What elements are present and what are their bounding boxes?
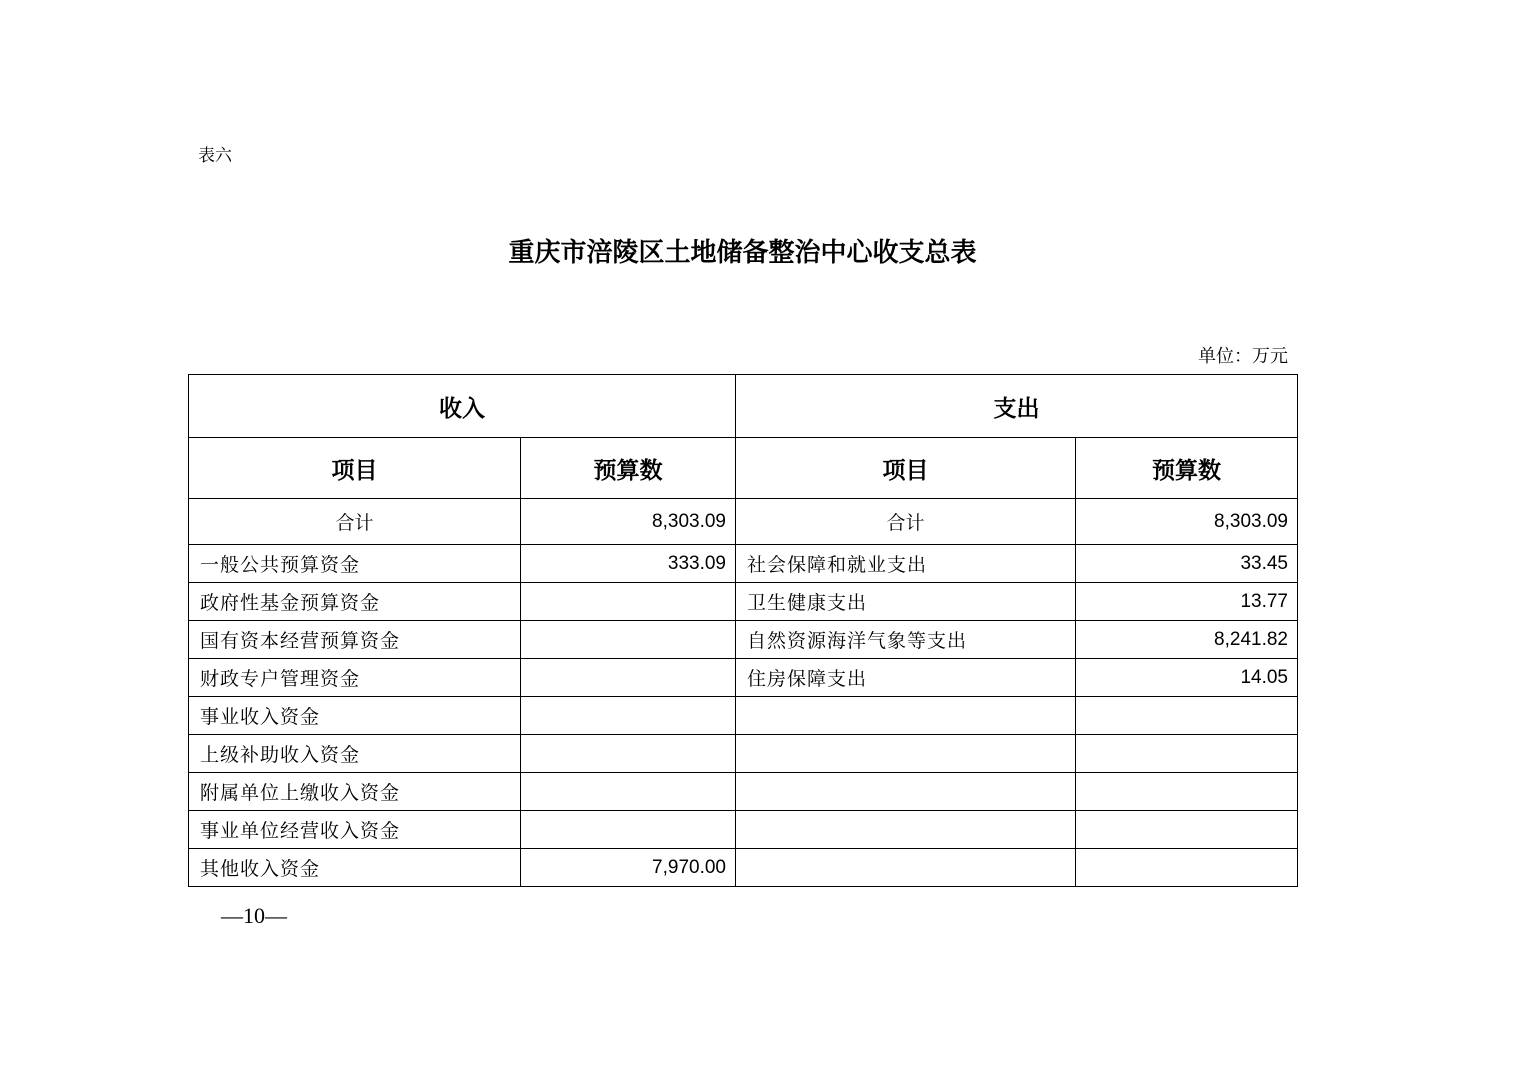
table-row [189,659,1298,697]
budget-table-body [189,375,1298,887]
total-row [189,499,1298,545]
expense-item: 社会保障和就业支出 [736,545,1076,583]
income-amount [521,621,736,659]
expense-item: 卫生健康支出 [736,583,1076,621]
expense-amount: 14.05 [1076,659,1298,697]
expense-item [736,811,1076,849]
expense-item [736,697,1076,735]
expense-amount [1076,849,1298,887]
income-item-header: 项目 [189,438,521,499]
income-total-amount: 8,303.09 [521,499,736,545]
document-title: 重庆市涪陵区土地储备整治中心收支总表 [508,238,977,268]
unit-label: 单位：万元 [1198,346,1288,367]
table-row [189,849,1298,887]
income-amount [521,659,736,697]
table-row [189,621,1298,659]
table-row [189,773,1298,811]
income-item: 事业收入资金 [189,697,521,735]
expense-item [736,849,1076,887]
income-amount [521,773,736,811]
expense-amount: 8,241.82 [1076,621,1298,659]
expense-amount-header: 预算数 [1076,438,1298,499]
expense-total-label: 合计 [736,499,1076,545]
expense-amount [1076,773,1298,811]
expense-item: 住房保障支出 [736,659,1076,697]
expense-item [736,735,1076,773]
income-item: 国有资本经营预算资金 [189,621,521,659]
income-item: 事业单位经营收入资金 [189,811,521,849]
income-item: 其他收入资金 [189,849,521,887]
expense-section-header: 支出 [736,375,1298,438]
income-item: 政府性基金预算资金 [189,583,521,621]
income-amount [521,735,736,773]
table-number: 表六 [198,146,232,166]
expense-amount [1076,811,1298,849]
income-amount: 7,970.00 [521,849,736,887]
table-row [189,735,1298,773]
table-row [189,811,1298,849]
income-item: 附属单位上缴收入资金 [189,773,521,811]
income-item: 一般公共预算资金 [189,545,521,583]
income-amount-header: 预算数 [521,438,736,499]
table-row [189,697,1298,735]
income-amount: 333.09 [521,545,736,583]
expense-item: 自然资源海洋气象等支出 [736,621,1076,659]
expense-amount: 13.77 [1076,583,1298,621]
expense-amount [1076,697,1298,735]
table-row [189,545,1298,583]
expense-amount [1076,735,1298,773]
income-amount [521,697,736,735]
income-item: 上级补助收入资金 [189,735,521,773]
income-amount [521,811,736,849]
expense-amount: 33.45 [1076,545,1298,583]
income-item: 财政专户管理资金 [189,659,521,697]
income-amount [521,583,736,621]
income-total-label: 合计 [189,499,521,545]
budget-table [188,374,1298,887]
section-header-row [189,375,1298,438]
table-row [189,583,1298,621]
expense-total-amount: 8,303.09 [1076,499,1298,545]
page-number: —10— [221,903,287,928]
income-section-header: 收入 [189,375,736,438]
expense-item-header: 项目 [736,438,1076,499]
expense-item [736,773,1076,811]
column-header-row [189,438,1298,499]
